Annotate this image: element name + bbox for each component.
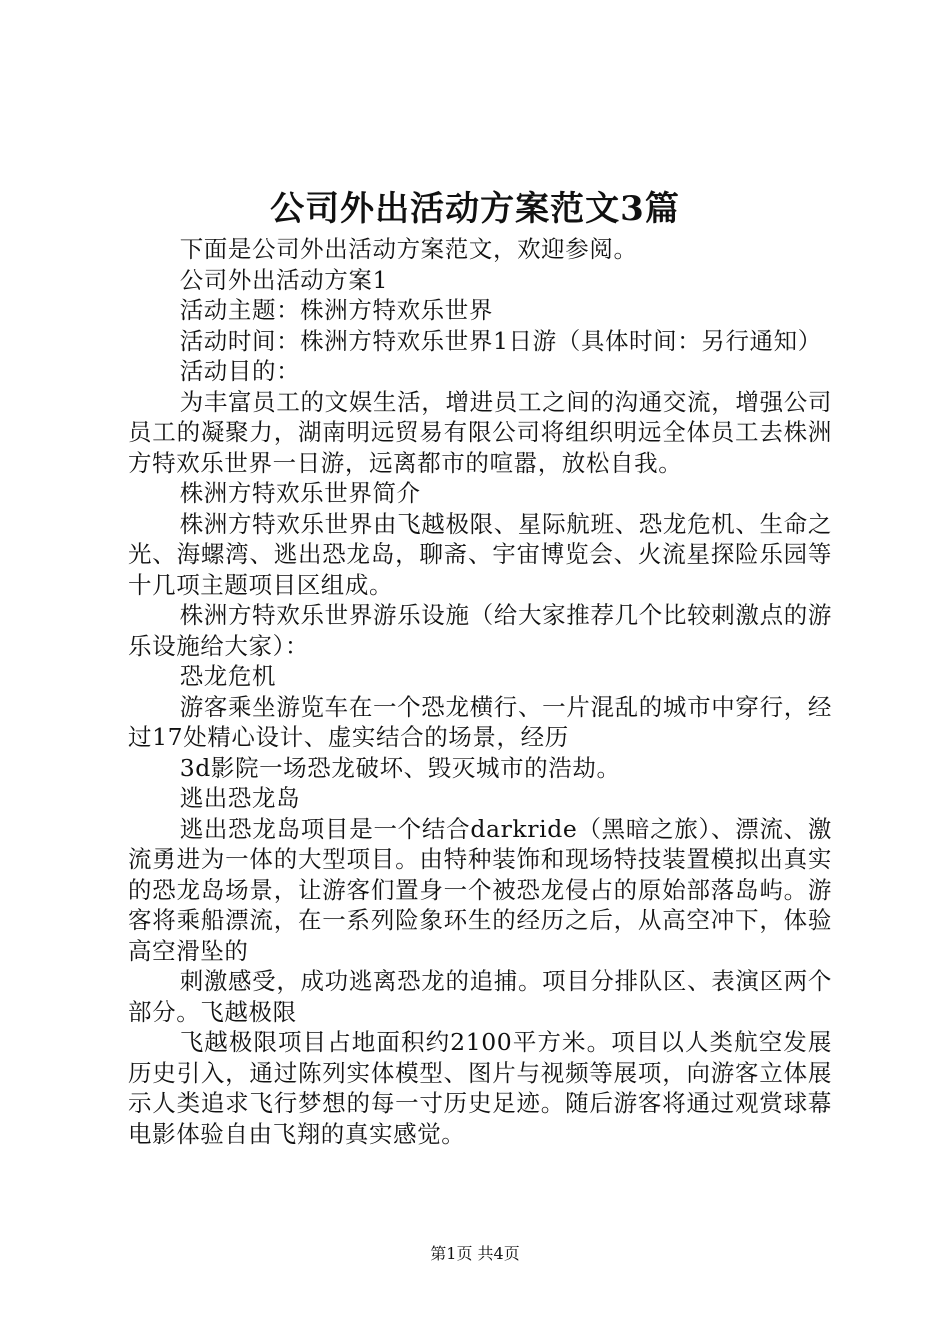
paragraph: 株洲方特欢乐世界游乐设施（给大家推荐几个比较刺激点的游乐设施给大家）： xyxy=(128,601,832,660)
page-footer: 第1页 共4页 xyxy=(430,1244,520,1263)
document-body xyxy=(128,234,832,1149)
paragraph: 公司外出活动方案1 xyxy=(179,265,389,294)
paragraph: 3d影院一场恐龙破坏、毁灭城市的浩劫。 xyxy=(179,753,621,782)
paragraph: 株洲方特欢乐世界简介 xyxy=(179,479,421,507)
paragraph: 逃出恐龙岛项目是一个结合darkride（黑暗之旅）、漂流、激流勇进为一体的大型项目。由特种装饰和现场特技装置模拟出真实的恐龙岛场景，让游客们置身一个被恐龙侵占的原始部落岛屿。游客将乘船漂流，在一系列险象环生的经历之后，从高空冲下，体验高空滑坠的 xyxy=(128,814,832,965)
paragraph: 刺激感受，成功逃离恐龙的追捕。项目分排队区、表演区两个部分。飞越极限 xyxy=(128,967,832,1026)
paragraph: 活动时间：株洲方特欢乐世界1日游（具体时间：另行通知） xyxy=(179,326,822,355)
paragraph: 活动主题：株洲方特欢乐世界 xyxy=(179,296,493,324)
paragraph: 株洲方特欢乐世界由飞越极限、星际航班、恐龙危机、生命之光、海螺湾、逃出恐龙岛，聊斋、宇宙博览会、火流星探险乐园等十几项主题项目区组成。 xyxy=(128,509,832,599)
paragraph: 活动目的： xyxy=(179,357,301,385)
paragraph: 下面是公司外出活动方案范文，欢迎参阅。 xyxy=(179,235,638,263)
paragraph: 恐龙危机 xyxy=(179,662,277,690)
document-title: 公司外出活动方案范文3篇 xyxy=(270,189,680,229)
paragraph: 为丰富员工的文娱生活，增进员工之间的沟通交流，增强公司员工的凝聚力，湖南明远贸易有限公司将组织明远全体员工去株洲方特欢乐世界一日游，远离都市的喧嚣，放松自我。 xyxy=(128,387,832,477)
paragraph: 逃出恐龙岛 xyxy=(179,784,301,812)
paragraph: 游客乘坐游览车在一个恐龙横行、一片混乱的城市中穿行，经过17处精心设计、虚实结合的场景，经历 xyxy=(128,692,832,751)
paragraph: 飞越极限项目占地面积约2100平方米。项目以人类航空发展历史引入，通过陈列实体模型、图片与视频等展项，向游客立体展示人类追求飞行梦想的每一寸历史足迹。随后游客将通过观赏球幕电影体验自由飞翔的真实感觉。 xyxy=(128,1028,832,1148)
